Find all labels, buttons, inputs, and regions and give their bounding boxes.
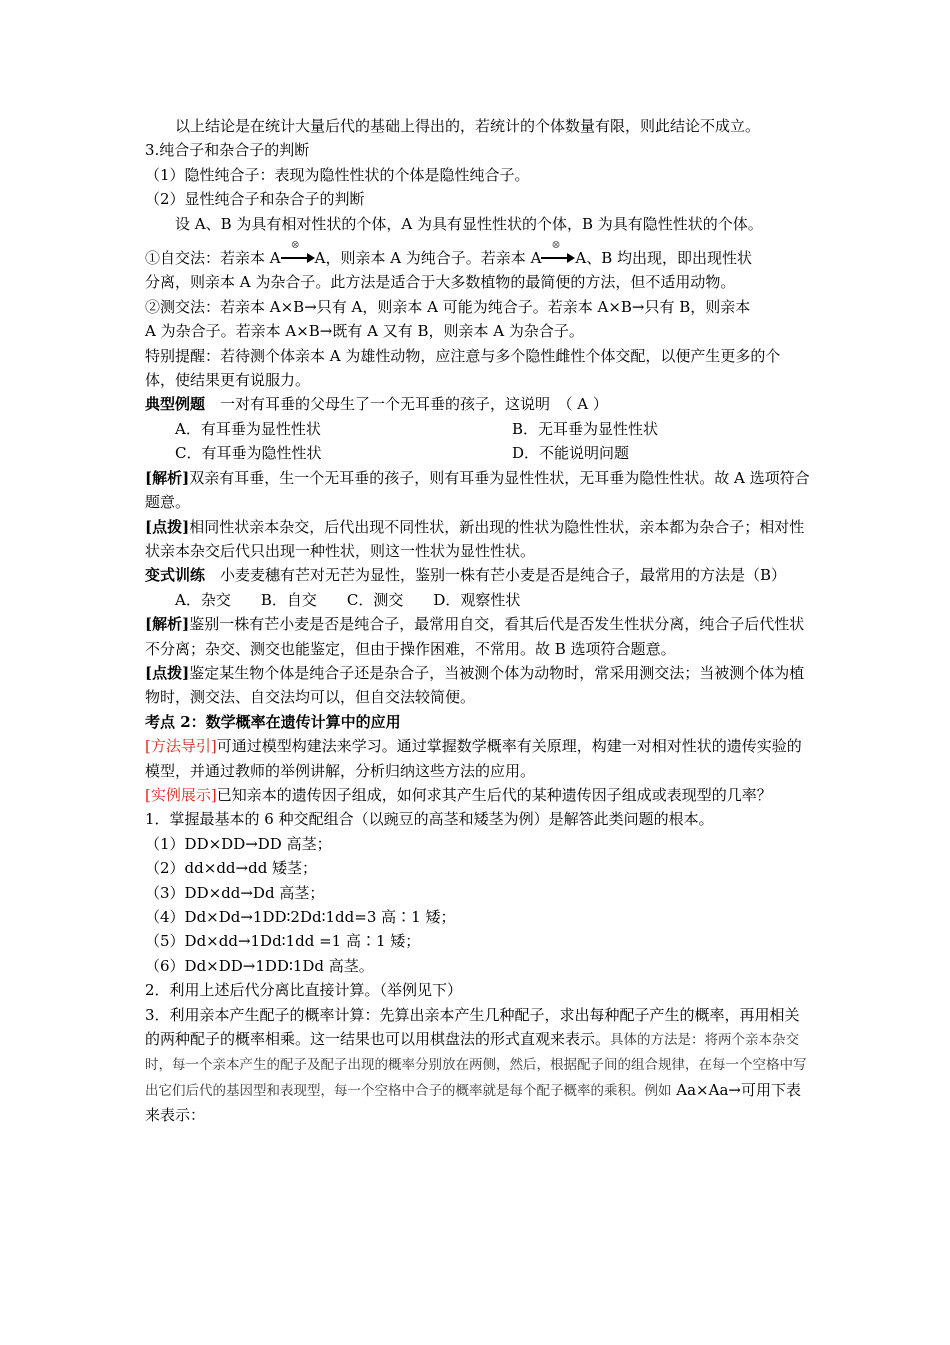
key-point-2: 考点 2：数学概率在遗传计算中的应用 xyxy=(145,712,401,731)
option-c: C．有耳垂为隐性性状 xyxy=(175,444,322,463)
point-3: 3．利用亲本产生配子的概率计算：先算出亲本产生几种配子，求出每种配子产生的概率，再用相关的两种配子的概率相乘。这一结果也可以用棋盘法的形式直观来表示。具体的方法是：将两个亲本杂交时，每一个亲本产生的配子及配子出现的概率分别放在两侧，然后，根据配子间的组合规律，在每一个空格中写出它们后代的基因型和表现型，每一个空格中合子的概率就是每个配子概率的乘积。例如 Aa×Aa→可用下表来表示： xyxy=(145,1005,807,1125)
selfing-arrow-icon: ⊗ xyxy=(281,251,315,263)
variant-analysis: [解析]鉴别一株有芒小麦是否是纯合子，最常用自交，看其后代是否发生性状分离，纯合子后代性状不分离；杂交、测交也能鉴定，但由于操作困难，不常用。故 B 选项符合题意。 xyxy=(145,615,805,658)
example-options-row1 xyxy=(145,417,810,441)
variant-options: A．杂交 B．自交 C．测交 D．观察性状 xyxy=(175,590,521,609)
recessive-homozygote: （1）隐性纯合子：表现为隐性性状的个体是隐性纯合子。 xyxy=(145,165,530,184)
variant-question: 变式训练 小麦麦穗有芒对无芒为显性，鉴别一株有芒小麦是否是纯合子，最常用的方法是（B） xyxy=(145,566,787,585)
example-label: 典型例题 xyxy=(145,395,206,414)
case-show: [实例展示]已知亲本的遗传因子组成，如何求其产生后代的某种遗传因子组成或表现型的几率？ xyxy=(145,785,772,804)
variant-label: 变式训练 xyxy=(145,566,206,585)
option-b: B．无耳垂为显性性状 xyxy=(512,419,659,438)
self-cross-method: ①自交法：若亲本 A ⊗ A，则亲本 A 为纯合子。若亲本 A ⊗ A、B 均出现，即出现性状 xyxy=(145,238,753,268)
method-guide: [方法导引]可通过模型构建法来学习。通过掌握数学概率有关原理，构建一对相对性状的遗传实验的模型，并通过教师的举例讲解，分析归纳这些方法的应用。 xyxy=(145,737,802,780)
selfing-arrow-icon: ⊗ xyxy=(541,251,575,263)
self-cross-method-cont: 分离，则亲本 A 为杂合子。此方法是适合于大多数植物的最简便的方法，但不适用动物。 xyxy=(145,273,736,292)
test-cross-method-cont: A 为杂合子。若亲本 A×B→既有 A 又有 B，则亲本 A 为杂合子。 xyxy=(145,322,584,341)
dominant-judgement-heading: （2）显性纯合子和杂合子的判断 xyxy=(145,190,365,209)
special-reminder: 特别提醒：若待测个体亲本 A 为雄性动物，应注意与多个隐性雌性个体交配，以便产生更多的个体，使结果更有说服力。 xyxy=(145,346,781,390)
conclusion-note: 以上结论是在统计大量后代的基础上得出的，若统计的个体数量有限，则此结论不成立。 xyxy=(175,117,761,135)
document-body xyxy=(145,114,810,1128)
cross-2: （2）dd×dd→dd 矮茎； xyxy=(145,859,318,878)
cross-3: （3）DD×dd→Dd 高茎； xyxy=(145,883,325,902)
point-1: 1．掌握最基本的 6 种交配组合（以豌豆的高茎和矮茎为例）是解答此类问题的根本。 xyxy=(145,810,714,829)
option-a: A．有耳垂为显性性状 xyxy=(175,419,321,438)
section-heading-3: 3.纯合子和杂合子的判断 xyxy=(145,141,310,160)
example-analysis: [解析]双亲有耳垂，生一个无耳垂的孩子，则有耳垂为显性性状，无耳垂为隐性性状。故 A 选项符合题意。 xyxy=(145,468,810,512)
point-2: 2．利用上述后代分离比直接计算。（举例见下） xyxy=(145,981,463,1000)
test-cross-method: ②测交法：若亲本 A×B→只有 A，则亲本 A 可能为纯合子。若亲本 A×B→只有 B，则亲本 xyxy=(145,297,751,316)
cross-1: （1）DD×DD→DD 高茎； xyxy=(145,834,332,853)
cross-6: （6）Dd×DD→1DD∶1Dd 高茎。 xyxy=(145,956,374,975)
assumption: 设 A、B 为具有相对性状的个体，A 为具有显性性状的个体，B 为具有隐性性状的个体。 xyxy=(175,214,763,233)
example-tip: [点拨]相同性状亲本杂交，后代出现不同性状，新出现的性状为隐性性状，亲本都为杂合子；相对性状亲本杂交后代只出现一种性状，则这一性状为显性性状。 xyxy=(145,517,805,560)
example-question: 典型例题 一对有耳垂的父母生了一个无耳垂的孩子，这说明 （ A ） xyxy=(145,395,608,414)
example-options-row2 xyxy=(145,441,810,465)
variant-tip: [点拨]鉴定某生物个体是纯合子还是杂合子，当被测个体为动物时，常采用测交法；当被测个体为植物时，测交法、自交法均可以，但自交法较简便。 xyxy=(145,663,805,707)
cross-5: （5）Dd×dd→1Dd∶1dd =1 高∶1 矮； xyxy=(145,932,421,951)
option-d: D．不能说明问题 xyxy=(512,444,630,463)
cross-4: （4）Dd×Dd→1DD∶2Dd∶1dd=3 高∶1 矮； xyxy=(145,908,456,926)
